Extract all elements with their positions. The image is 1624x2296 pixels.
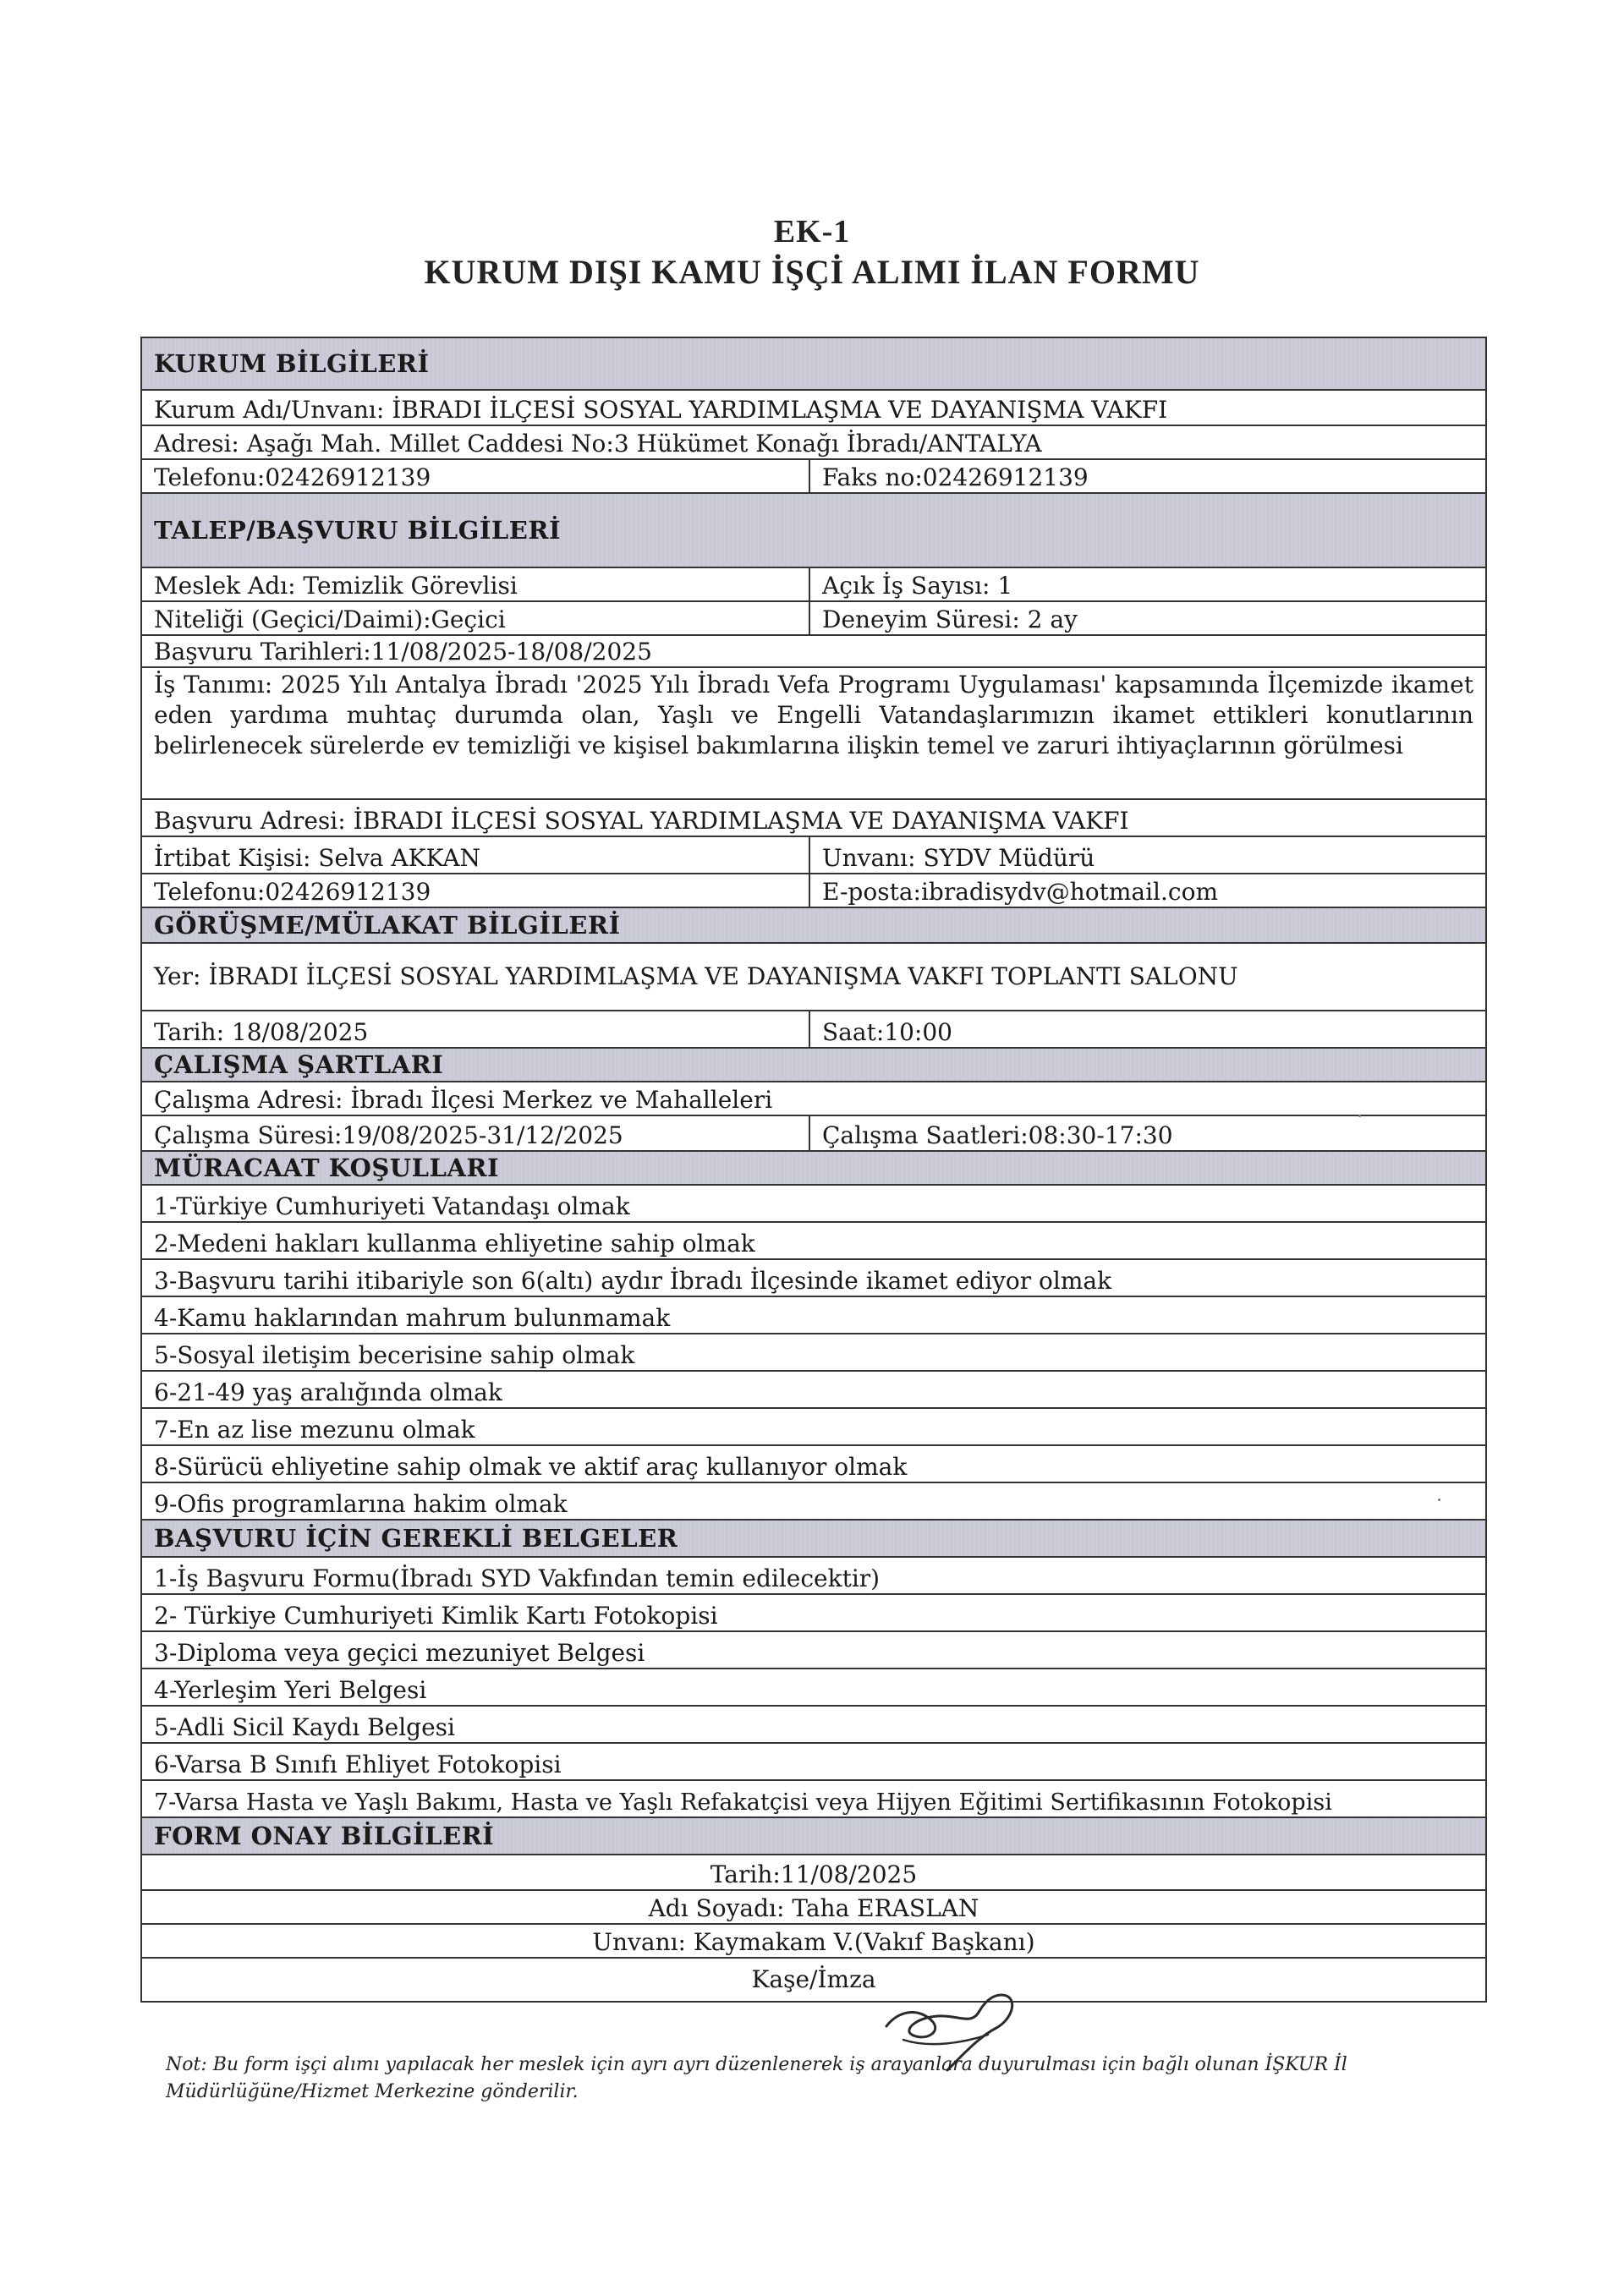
list-item — [142, 1558, 1485, 1595]
list-item — [142, 1669, 1485, 1707]
list-item — [142, 1186, 1485, 1223]
gorusme-tarih: Tarih: 18/08/2025 — [142, 1011, 810, 1047]
belge-item: 5-Adli Sicil Kaydı Belgesi — [154, 1713, 455, 1742]
list-item — [142, 1372, 1485, 1409]
gorusme-yer-row — [142, 944, 1485, 1011]
kurum-faks: Faks no:02426912139 — [822, 463, 1089, 492]
muracaat-item: 1-Türkiye Cumhuriyeti Vatandaşı olmak — [154, 1192, 630, 1221]
basvuru-tarihleri-row — [142, 636, 1485, 668]
is-tanimi-row — [142, 668, 1485, 800]
kurum-telefon-row — [142, 460, 1485, 494]
muracaat-item: 7-En az lise mezunu olmak — [154, 1416, 475, 1444]
kurum-adres-row — [142, 426, 1485, 460]
belge-item: 1-İş Başvuru Formu(İbradı SYD Vakfından temin edilecektir) — [154, 1564, 881, 1593]
list-item — [142, 1707, 1485, 1744]
section-header-kurum: KURUM BİLGİLERİ — [142, 338, 1485, 391]
belge-item: 6-Varsa B Sınıfı Ehliyet Fotokopisi — [154, 1751, 562, 1779]
basvuru-adresi: Başvuru Adresi: İBRADI İLÇESİ SOSYAL YARDIMLAŞMA VE DAYANIŞMA VAKFI — [154, 807, 1129, 836]
list-item — [142, 1595, 1485, 1632]
list-item — [142, 1409, 1485, 1446]
list-item — [142, 1334, 1485, 1372]
onay-tarih: Tarih:11/08/2025 — [710, 1860, 918, 1889]
footer-note: Not: Bu form işçi alımı yapılacak her meslek için ayrı ayrı düzenlenerek iş arayanlara duyurulması için bağlı olunan İŞKUR İl Müdürlüğüne/Hizmet Merkezine gönderilir. — [166, 2054, 1347, 2102]
basvuru-tarihleri: Başvuru Tarihleri:11/08/2025-18/08/2025 — [154, 638, 652, 666]
belge-item: 2- Türkiye Cumhuriyeti Kimlik Kartı Fotokopisi — [154, 1602, 718, 1630]
muracaat-item: 3-Başvuru tarihi itibariyle son 6(altı) aydır İbradı İlçesinde ikamet ediyor olmak — [154, 1267, 1112, 1296]
gorusme-saat: Saat:10:00 — [822, 1018, 952, 1047]
irtibat-unvani: Unvanı: SYDV Müdürü — [822, 844, 1095, 873]
onay-adi-soyadi: Adı Soyadı: Taha ERASLAN — [648, 1894, 979, 1923]
talep-telefon-row — [142, 874, 1485, 908]
talep-eposta: E-posta:ibradisydv@hotmail.com — [822, 878, 1219, 907]
nitelik-row — [142, 602, 1485, 636]
section-header-muracaat: MÜRACAAT KOŞULLARI — [142, 1152, 1485, 1186]
talep-telefon: Telefonu:02426912139 — [142, 874, 810, 907]
onay-unvani: Unvanı: Kaymakam V.(Vakıf Başkanı) — [592, 1928, 1035, 1957]
scan-speck — [1438, 1499, 1440, 1501]
list-item — [142, 1297, 1485, 1334]
muracaat-item: 5-Sosyal iletişim becerisine sahip olmak — [154, 1341, 635, 1370]
section-header-onay: FORM ONAY BİLGİLERİ — [142, 1818, 1485, 1855]
gorusme-tarih-row — [142, 1011, 1485, 1049]
gorusme-yer: Yer: İBRADI İLÇESİ SOSYAL YARDIMLAŞMA VE DAYANIŞMA VAKFI TOPLANTI SALONU — [154, 962, 1238, 991]
basvuru-adresi-row — [142, 800, 1485, 837]
kurum-telefon: Telefonu:02426912139 — [142, 460, 810, 492]
kurum-adres: Adresi: Aşağı Mah. Millet Caddesi No:3 Hükümet Konağı İbradı/ANTALYA — [154, 430, 1042, 458]
scan-speck — [1358, 1115, 1361, 1117]
onay-kase-row — [142, 1959, 1485, 2003]
muracaat-item: 6-21-49 yaş aralığında olmak — [154, 1378, 502, 1407]
calisma-sure-row — [142, 1116, 1485, 1152]
onay-kase-imza: Kaşe/İmza — [751, 1965, 876, 1994]
kurum-adi-row — [142, 391, 1485, 426]
meslek-adi: Meslek Adı: Temizlik Görevlisi — [142, 568, 810, 600]
muracaat-item: 4-Kamu haklarından mahrum bulunmamak — [154, 1304, 671, 1333]
onay-unvan-row — [142, 1925, 1485, 1959]
irtibat-row — [142, 837, 1485, 874]
section-header-talep: TALEP/BAŞVURU BİLGİLERİ — [142, 494, 1485, 568]
kurum-adi: Kurum Adı/Unvanı: İBRADI İLÇESİ SOSYAL YARDIMLAŞMA VE DAYANIŞMA VAKFI — [154, 396, 1168, 425]
page-title: KURUM DIŞI KAMU İŞÇİ ALIMI İLAN FORMU — [424, 253, 1200, 291]
deneyim-suresi: Deneyim Süresi: 2 ay — [822, 606, 1078, 634]
acik-is-sayisi: Açık İş Sayısı: 1 — [822, 572, 1013, 600]
calisma-adres-row — [142, 1082, 1485, 1116]
irtibat-kisisi: İrtibat Kişisi: Selva AKKAN — [142, 837, 810, 873]
meslek-row — [142, 568, 1485, 602]
section-header-gorusme: GÖRÜŞME/MÜLAKAT BİLGİLERİ — [142, 908, 1485, 944]
belge-item: 4-Yerleşim Yeri Belgesi — [154, 1676, 427, 1705]
list-item — [142, 1223, 1485, 1260]
muracaat-item: 2-Medeni hakları kullanma ehliyetine sahip olmak — [154, 1230, 755, 1258]
calisma-adresi: Çalışma Adresi: İbradı İlçesi Merkez ve Mahalleleri — [154, 1086, 773, 1115]
calisma-suresi: Çalışma Süresi:19/08/2025-31/12/2025 — [142, 1116, 810, 1150]
belge-item: 7-Varsa Hasta ve Yaşlı Bakımı, Hasta ve Yaşlı Refakatçisi veya Hijyen Eğitimi Sertifikasının Fotokopisi — [154, 1789, 1332, 1816]
niteligi: Niteliği (Geçici/Daimi):Geçici — [142, 602, 810, 634]
section-header-calisma: ÇALIŞMA ŞARTLARI — [142, 1049, 1485, 1082]
muracaat-item: 9-Ofis programlarına hakim olmak — [154, 1490, 568, 1519]
muracaat-item: 8-Sürücü ehliyetine sahip olmak ve aktif araç kullanıyor olmak — [154, 1453, 908, 1482]
list-item — [142, 1260, 1485, 1297]
list-item — [142, 1483, 1485, 1521]
is-tanimi: İş Tanımı: 2025 Yılı Antalya İbradı '2025 Yılı İbradı Vefa Programı Uygulaması' kapsamında İlçemizde ikamet eden yardıma muhtaç durumda olan, Yaşlı ve Engelli Vatandaşlarımızın ikamet ettikleri konutlarının belirlenecek sürelerde ev temizliği ve kişisel bakımlarına ilişkin temel ve zaruri ihtiyaçlarının görülmesi — [154, 671, 1473, 759]
calisma-saatleri: Çalışma Saatleri:08:30-17:30 — [822, 1121, 1173, 1150]
section-header-belgeler: BAŞVURU İÇİN GEREKLİ BELGELER — [142, 1521, 1485, 1558]
onay-adi-row — [142, 1891, 1485, 1925]
list-item — [142, 1781, 1485, 1818]
onay-tarih-row — [142, 1855, 1485, 1891]
list-item — [142, 1744, 1485, 1781]
announcement-form-table — [140, 337, 1487, 2003]
form-code: EK-1 — [773, 214, 851, 249]
list-item — [142, 1632, 1485, 1669]
belge-item: 3-Diploma veya geçici mezuniyet Belgesi — [154, 1639, 645, 1668]
list-item — [142, 1446, 1485, 1483]
